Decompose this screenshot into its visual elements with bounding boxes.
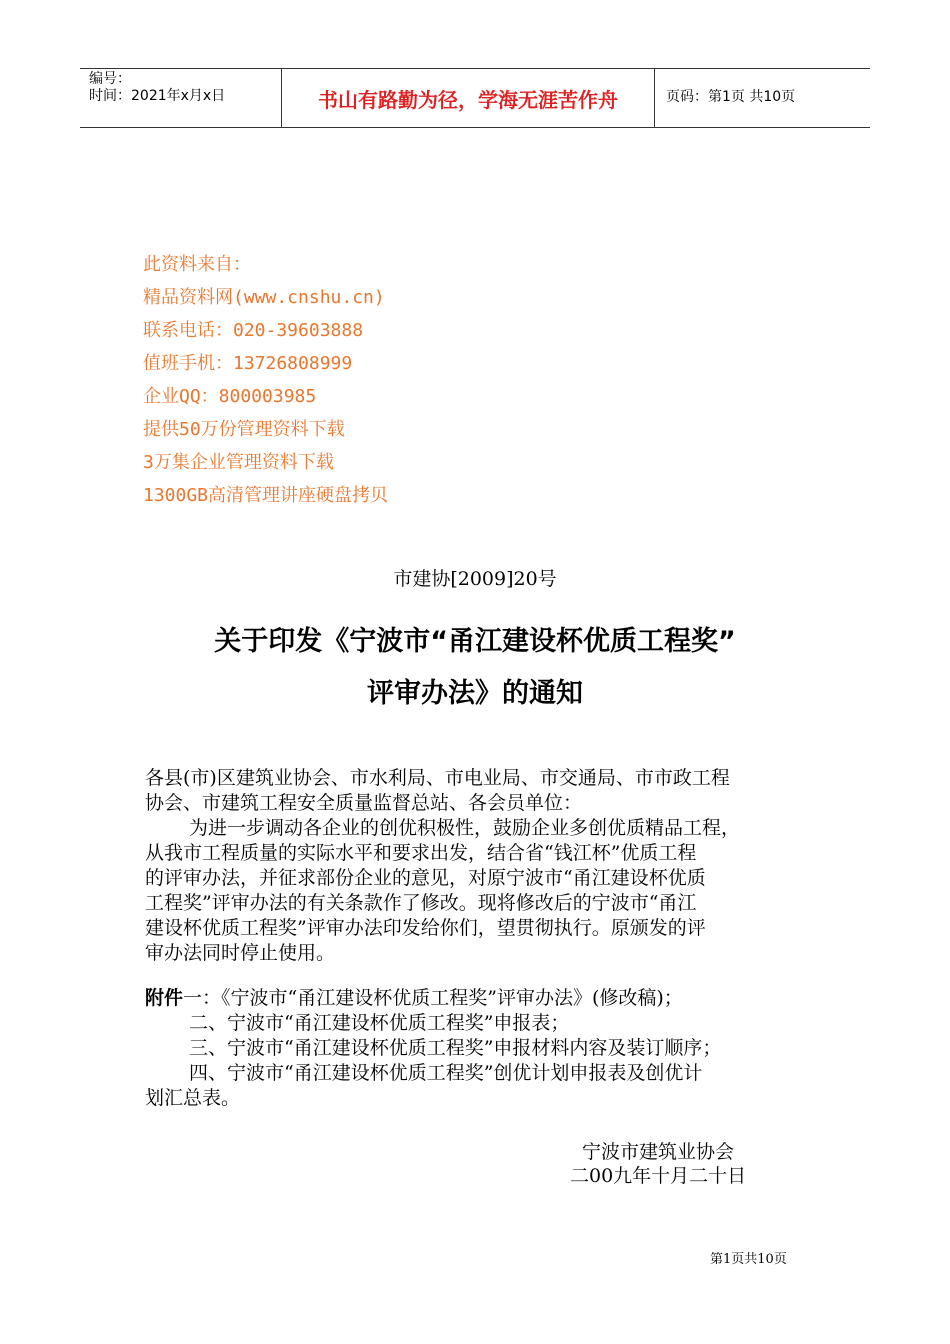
paragraph-line: 的评审办法，并征求部份企业的意见，对原宁波市“甬江建设杯优质 [145,867,706,889]
spacer [145,966,810,986]
source-line: 提供50万份管理资料下载 [143,419,345,440]
attachment-2: 二、宁波市“甬江建设杯优质工程奖”申报表； [189,1012,570,1034]
paragraph-line: 审办法同时停止使用。 [145,942,336,964]
attachment-line-1 [145,986,810,1011]
title-line-2: 评审办法》的通知 [367,678,583,709]
sign-date: 二00九年十月二十日 [570,1165,747,1187]
header-motto: 书山有路勤为径，学海无涯苦作舟 [318,88,618,112]
source-line: 精品资料网(www.cnshu.cn) [143,287,385,308]
attachment-4-continued: 划汇总表。 [145,1087,241,1109]
salutation-line: 协会、市建筑工程安全质量监督总站、各会员单位： [145,792,583,814]
attachment-1: 一：《宁波市“甬江建设杯优质工程奖”评审办法》(修改稿)； [183,987,683,1009]
source-line: 3万集企业管理资料下载 [143,452,334,473]
salutation-line: 各县(市)区建筑业协会、市水利局、市电业局、市交通局、市市政工程 [145,767,730,789]
header-page-label: 页码：第1页 共10页 [666,89,796,105]
page-header [80,68,870,128]
document-title [0,622,950,726]
document-body [145,766,810,1111]
attachments-label: 附件 [145,987,184,1009]
header-number-label: 编号： [89,71,131,87]
header-info-cell [80,69,282,127]
paragraph-line: 工程奖”评审办法的有关条款作了修改。现将修改后的宁波市“甬江 [145,892,697,914]
title-line-1: 关于印发《宁波市“甬江建设杯优质工程奖” [214,626,736,657]
page-footer: 第1页共10页 [710,1252,787,1267]
attachment-4: 四、宁波市“甬江建设杯优质工程奖”创优计划申报表及创优计 [189,1062,703,1084]
paragraph-line: 为进一步调动各企业的创优积极性，鼓励企业多创优质精品工程， [189,817,741,839]
header-page-cell [655,69,870,127]
attachment-3: 三、宁波市“甬江建设杯优质工程奖”申报材料内容及装订顺序； [189,1037,722,1059]
source-line: 1300GB高清管理讲座硬盘拷贝 [143,485,389,506]
source-line: 联系电话：020-39603888 [143,320,364,341]
source-line: 此资料来自： [143,254,251,275]
paragraph-line: 从我市工程质量的实际水平和要求出发，结合省“钱江杯”优质工程 [145,842,697,864]
header-motto-cell [282,69,655,127]
signature-block [570,1140,747,1188]
paragraph-line: 建设杯优质工程奖”评审办法印发给你们，望贯彻执行。原颁发的评 [145,917,706,939]
header-date-label: 时间：2021年x月x日 [89,88,226,104]
source-line: 企业QQ：800003985 [143,386,317,407]
document-number: 市建协[2009]20号 [393,568,557,590]
source-line: 值班手机：13726808999 [143,353,353,374]
source-info-block [143,252,388,516]
signer-name: 宁波市建筑业协会 [582,1141,735,1163]
